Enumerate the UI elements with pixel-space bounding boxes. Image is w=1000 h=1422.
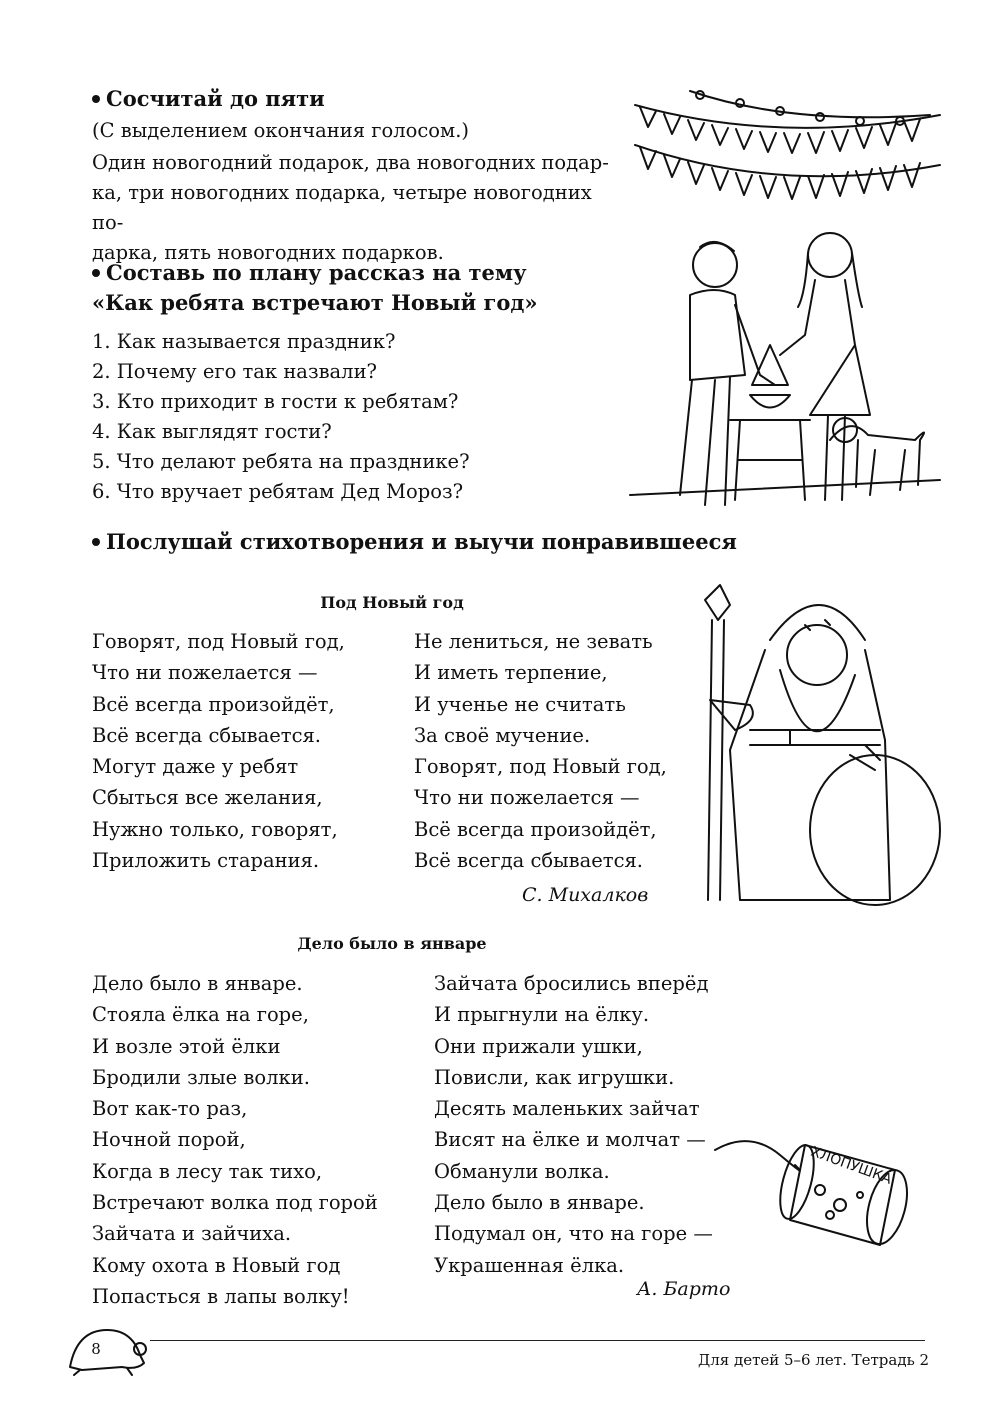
poem-line: И иметь терпение, bbox=[414, 661, 608, 685]
list-item: 2. Почему его так назвали? bbox=[92, 360, 378, 383]
list-item: 3. Кто приходит в гости к ребятам? bbox=[92, 390, 459, 413]
page-number: 8 bbox=[91, 1340, 101, 1358]
poem-line: Вот как-то раз, bbox=[92, 1097, 248, 1121]
poem-column-right bbox=[414, 626, 667, 876]
ded-moroz-illustration bbox=[690, 580, 955, 915]
footer-divider bbox=[150, 1340, 925, 1341]
poem-line: Зайчата бросились вперёд bbox=[434, 972, 709, 995]
bullet-dot bbox=[92, 538, 100, 546]
poem-line: Попасться в лапы волку! bbox=[92, 1284, 350, 1308]
poem-line: Украшенная ёлка. bbox=[434, 1253, 625, 1277]
poem-line: Что ни пожелается — bbox=[92, 661, 318, 685]
poem-line: Десять маленьких зайчат bbox=[434, 1097, 700, 1121]
section-heading-poems: Послушай стихотворения и выучи понравившееся bbox=[92, 527, 737, 557]
poem-line: Не лениться, не зевать bbox=[414, 630, 653, 653]
poem-line: Кому охота в Новый год bbox=[92, 1253, 341, 1277]
poem-line: И возле этой ёлки bbox=[92, 1034, 281, 1058]
list-item: 4. Как выглядят гости? bbox=[92, 420, 332, 443]
poem-line: Всё всегда произойдёт, bbox=[92, 692, 335, 716]
question-list bbox=[92, 327, 470, 507]
poem-line: Сбыться все желания, bbox=[92, 786, 323, 810]
text-line: дарка, пять новогодних подарков. bbox=[92, 241, 444, 264]
poem-line: Ночной порой, bbox=[92, 1128, 246, 1152]
poem-line: Повисли, как игрушки. bbox=[434, 1065, 675, 1089]
poem-line: Могут даже у ребят bbox=[92, 755, 299, 779]
garland-illustration bbox=[630, 85, 950, 230]
poem-author: С. Михалков bbox=[522, 884, 649, 906]
poem-line: Дело было в январе. bbox=[434, 1191, 645, 1215]
cracker-illustration bbox=[710, 1110, 940, 1255]
poem-line: Когда в лесу так тихо, bbox=[92, 1159, 323, 1183]
list-item: 1. Как называется праздник? bbox=[92, 330, 396, 353]
poem-line: Всё всегда произойдёт, bbox=[414, 817, 657, 841]
poem-line: Что ни пожелается — bbox=[414, 786, 640, 810]
poem-line: И ученье не считать bbox=[414, 692, 626, 716]
section-heading-count: Сосчитай до пяти bbox=[92, 84, 325, 114]
section-heading-story: Составь по плану рассказ на тему bbox=[92, 258, 527, 288]
bunting-flags-top bbox=[640, 107, 920, 153]
poem-line: Встречают волка под горой bbox=[92, 1191, 378, 1215]
poem-column-left bbox=[92, 626, 345, 876]
poem-line: Дело было в январе. bbox=[92, 972, 303, 995]
list-item: 6. Что вручает ребятам Дед Мороз? bbox=[92, 480, 464, 503]
poem-line: Бродили злые волки. bbox=[92, 1065, 310, 1089]
poem-title: Под Новый год bbox=[320, 593, 464, 612]
light-bulbs bbox=[690, 91, 930, 125]
poem-line: Приложить старания. bbox=[92, 849, 320, 873]
poem-author: А. Барто bbox=[637, 1278, 731, 1300]
footer-caption: Для детей 5–6 лет. Тетрадь 2 bbox=[698, 1351, 930, 1369]
poem-line: Говорят, под Новый год, bbox=[414, 755, 667, 779]
poem-line: Зайчата и зайчиха. bbox=[92, 1222, 292, 1246]
poem-title: Дело было в январе bbox=[297, 934, 487, 953]
poem-line: Висят на ёлке и молчат — bbox=[434, 1128, 706, 1152]
poem-line: Всё всегда сбывается. bbox=[414, 849, 644, 873]
poem-line: Они прижали ушки, bbox=[434, 1034, 643, 1058]
poem-line: Стояла ёлка на горе, bbox=[92, 1003, 309, 1027]
poem-line: Говорят, под Новый год, bbox=[92, 630, 345, 653]
text-line: Один новогодний подарок, два новогодних подар- bbox=[92, 151, 609, 174]
poem-line: Всё всегда сбывается. bbox=[92, 723, 322, 747]
section1-text bbox=[92, 148, 612, 268]
poem-line: И прыгнули на ёлку. bbox=[434, 1003, 650, 1027]
poem-line: Обманули волка. bbox=[434, 1159, 610, 1183]
poem-line: Нужно только, говорят, bbox=[92, 817, 338, 841]
poem-column-left bbox=[92, 968, 378, 1312]
list-item: 5. Что делают ребята на празднике? bbox=[92, 450, 470, 473]
bullet-dot bbox=[92, 269, 100, 277]
section-note: (С выделением окончания голосом.) bbox=[92, 119, 469, 142]
section-heading-story-topic: «Как ребята встречают Новый год» bbox=[92, 290, 538, 315]
text-line: ка, три новогодних подарка, четыре новогодних по- bbox=[92, 181, 592, 234]
poem-line: Подумал он, что на горе — bbox=[434, 1222, 713, 1246]
cracker-label: ХЛОПУШКА bbox=[808, 1143, 894, 1188]
children-illustration bbox=[630, 225, 950, 520]
bullet-dot bbox=[92, 95, 100, 103]
poem-line: За своё мучение. bbox=[414, 723, 591, 747]
poem-column-right bbox=[434, 968, 713, 1281]
